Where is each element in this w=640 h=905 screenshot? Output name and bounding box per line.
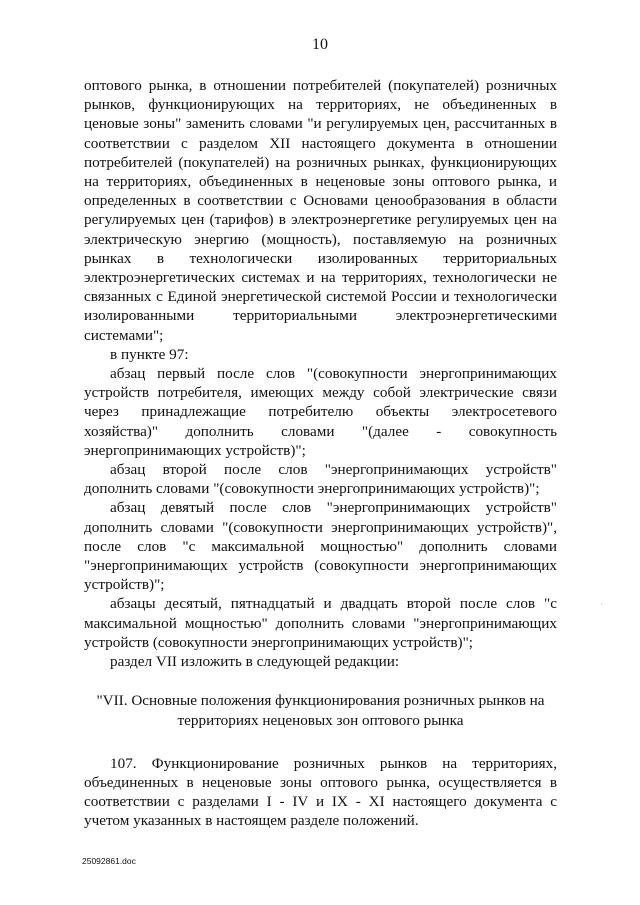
document-body <box>84 76 557 831</box>
paragraph-point-97: в пункте 97: <box>110 345 189 363</box>
page-number: 10 <box>312 36 328 53</box>
footer-file-code: 25092861.doc <box>82 856 136 866</box>
margin-mark: · <box>600 600 603 609</box>
section-heading: "VII. Основные положения функционирования розничных рынков на территориях неценовых зон оптового рынка <box>96 692 545 729</box>
paragraph-continuation: оптового рынка, в отношении потребителей (покупателей) розничных рынков, функционирующих на территориях, не объединенных в ценовые зоны" заменить словами "и регулируемых цен, рассчитанных в соответствии с разделом XII настоящего документа в отношении потребителей (покупателей) на розничных рынках, функционирующих на территориях, объединенных в неценовые зоны оптового рынка, и определенных в соответствии с Основами ценообразования в области регулируемых цен (тарифов) в электроэнергетике регулируемых цен на электрическую энергию (мощность), поставляемую на розничных рынках в технологически изолированных территориальных электроэнергетических системах и на территориях, технологически не связанных с Единой энергетической системой России и технологически изолированными территориальными электроэнергетическими системами"; <box>84 77 557 344</box>
paragraph-ninth-abzac: абзац девятый после слов "энергопринимающих устройств" дополнить словами "(совокупности энергопринимающих устройств)", после слов "с максимальной мощностью" дополнить словами "энергопринимающих устройств (совокупности энергопринимающих устройств)"; <box>84 499 557 594</box>
paragraph-section-vii-intro: раздел VII изложить в следующей редакции: <box>110 653 400 671</box>
paragraph-first-abzac: абзац первый после слов "(совокупности энергопринимающих устройств потребителя, имеющих между собой электрические связи через принадлежащие потребителю объекты электросетевого хозяйства)" дополнить словами "(далее - совокупность энергопринимающих устройств)"; <box>84 365 557 459</box>
paragraph-second-abzac: абзац второй после слов "энергопринимающих устройств" дополнить словами "(совокупности энергопринимающих устройств)"; <box>84 461 557 498</box>
paragraph-107: 107. Функционирование розничных рынков на территориях, объединенных в неценовые зоны оптового рынка, осуществляется в соответствии с разделами I - IV и IX - XI настоящего документа с учетом указанных в настоящем разделе положений. <box>84 754 557 830</box>
paragraph-tenth-abzacs: абзацы десятый, пятнадцатый и двадцать второй после слов "с максимальной мощностью" дополнить словами "энергопринимающих устройств (совокупности энергопринимающих устройств)"; <box>84 595 557 651</box>
